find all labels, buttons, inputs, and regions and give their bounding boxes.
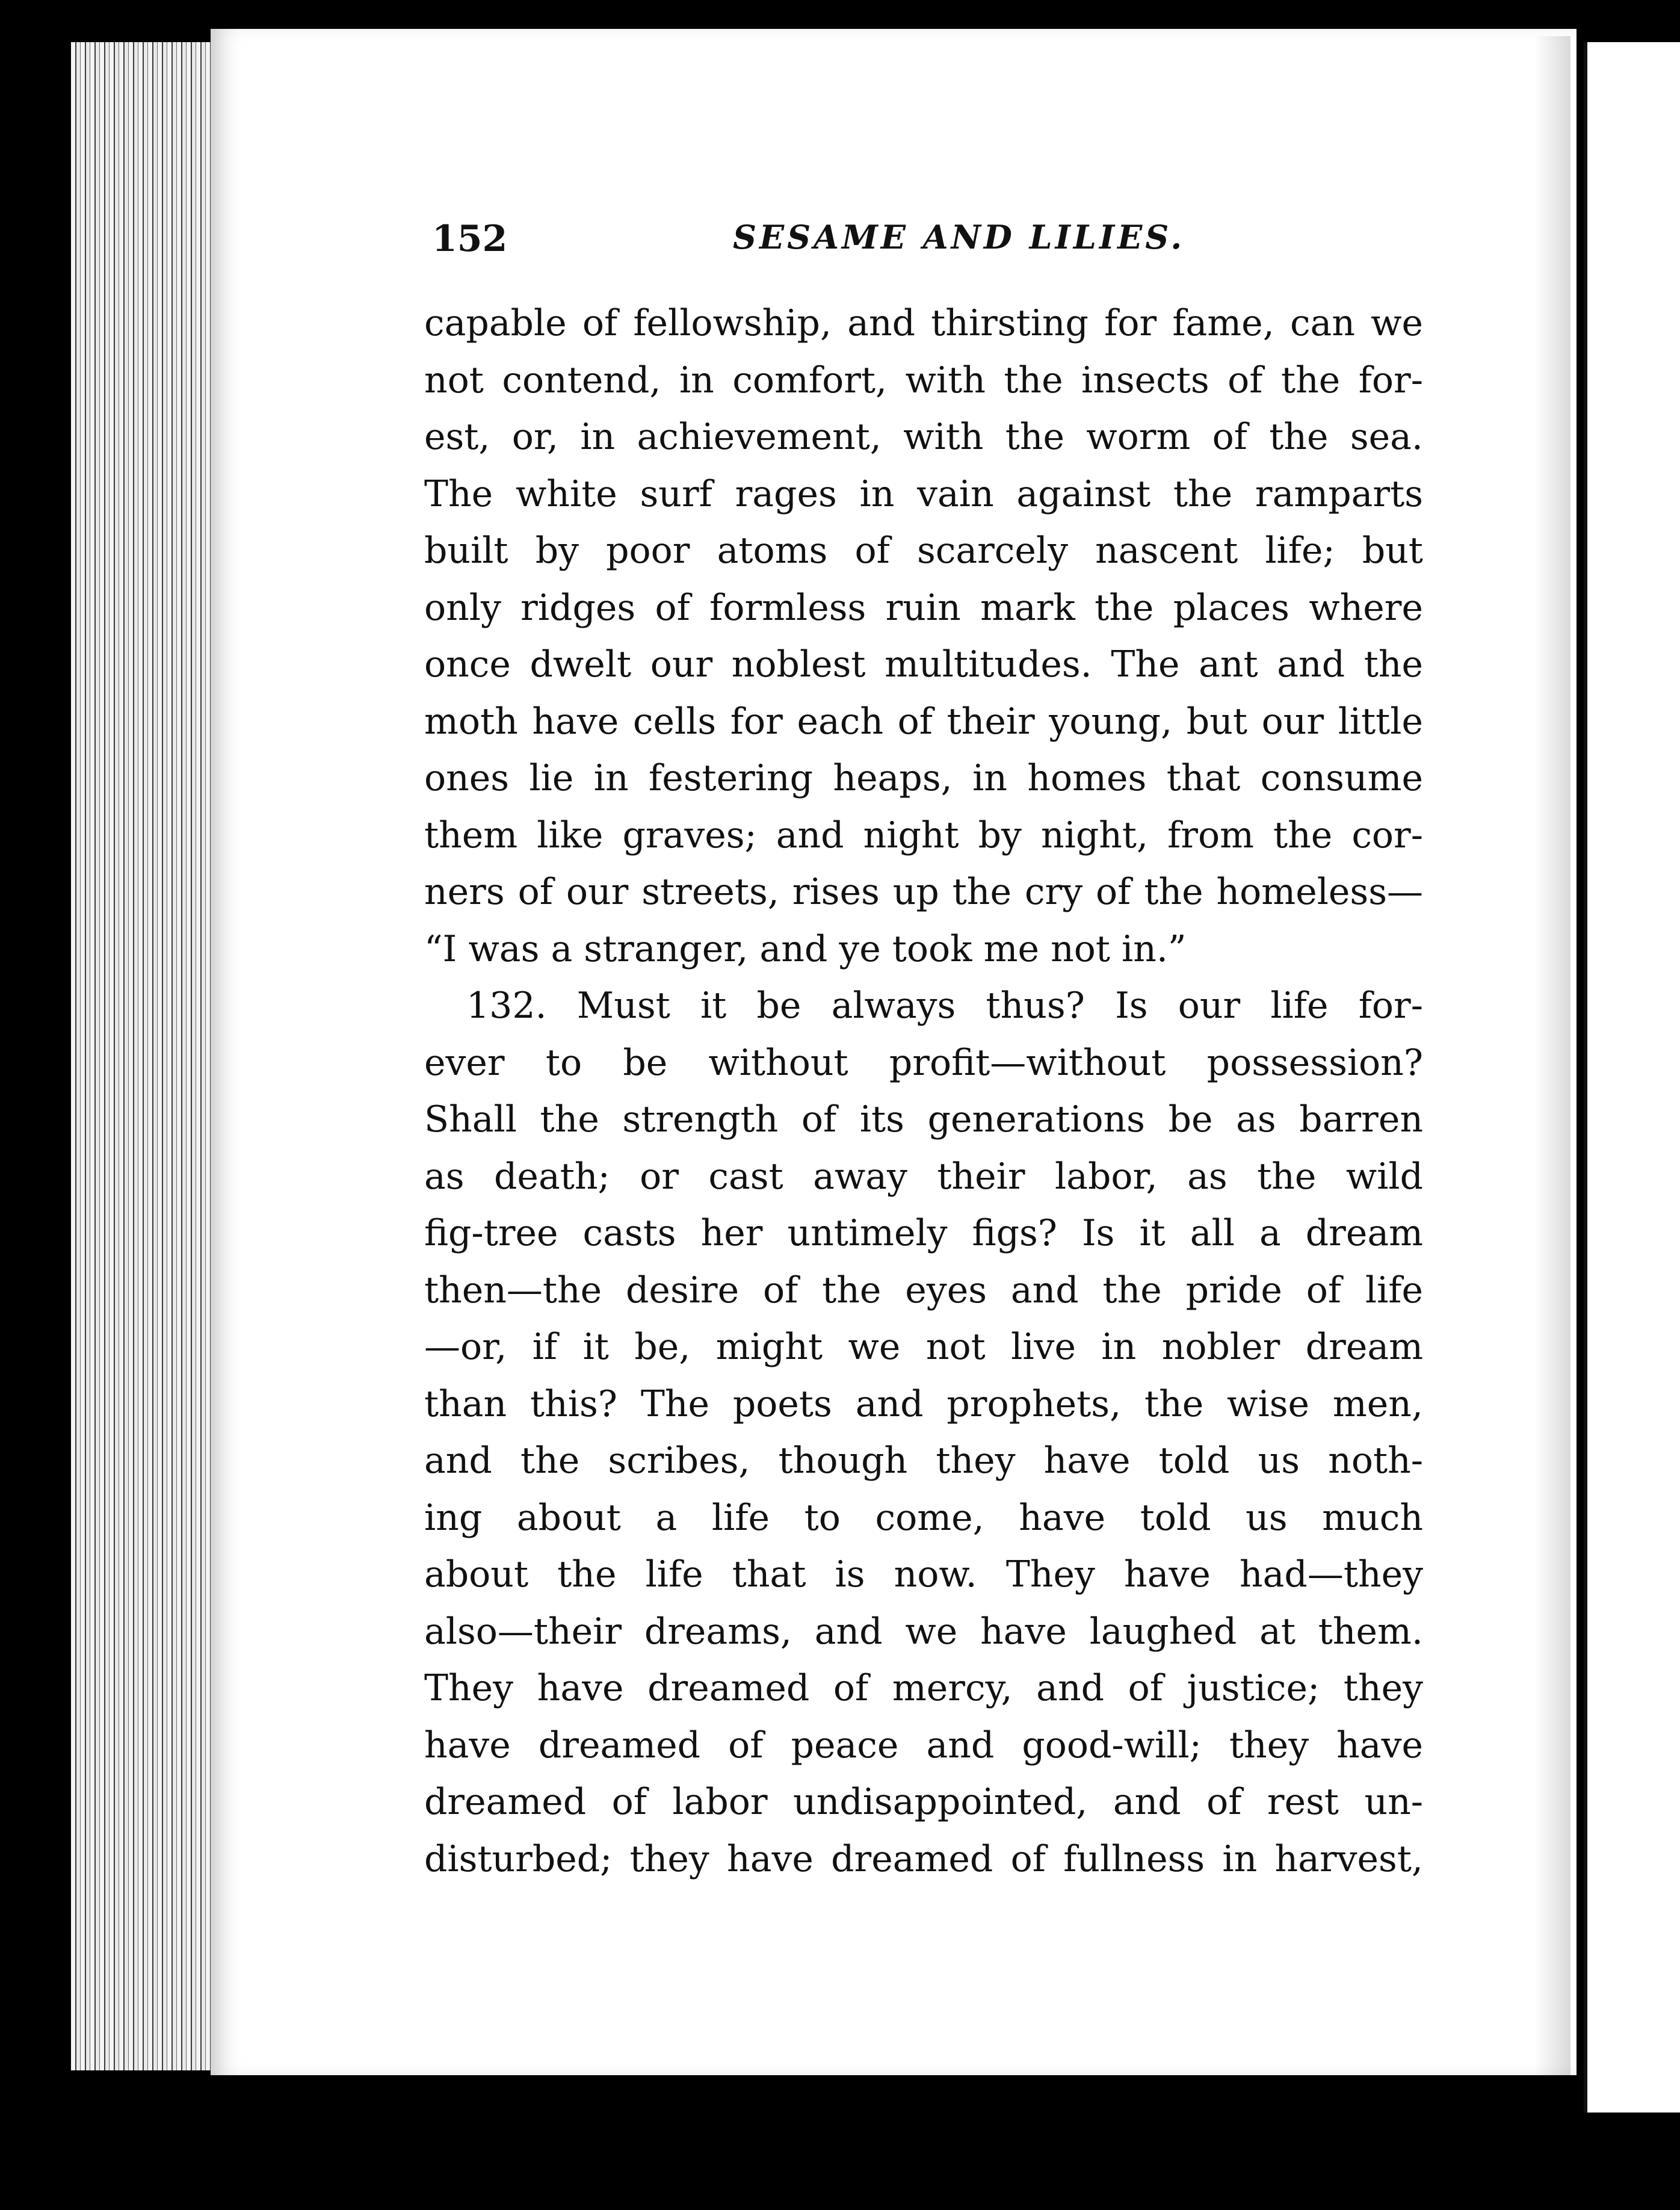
text-line: —or, if it be, might we not live in nobler dream [424, 1326, 1423, 1368]
running-title: SESAME AND LILIES. [733, 218, 1185, 256]
text-line: then—the desire of the eyes and the pride of life [424, 1269, 1423, 1311]
page-number: 152 [432, 218, 508, 260]
text-line: as death; or cast away their labor, as the wild [424, 1155, 1423, 1198]
text-line: ing about a life to come, have told us much [424, 1496, 1423, 1539]
text-line: They have dreamed of mercy, and of justice; they [424, 1667, 1423, 1709]
text-line: Shall the strength of its generations be as barren [424, 1098, 1423, 1141]
text-line: “I was a stranger, and ye took me not in.” [424, 927, 1187, 970]
text-line: The white surf rages in vain against the ramparts [424, 472, 1423, 515]
text-line: capable of fellowship, and thirsting for fame, can we [424, 302, 1423, 344]
page-header [432, 218, 1420, 266]
text-line: about the life that is now. They have had—they [424, 1553, 1423, 1596]
paragraph-start-line: 132. Must it be always thus? Is our life for- [466, 985, 1423, 1027]
text-line: them like graves; and night by night, from the cor- [424, 814, 1423, 856]
text-line: est, or, in achievement, with the worm of the sea. [424, 416, 1423, 458]
book-page-edges [71, 42, 221, 2070]
text-line: disturbed; they have dreamed of fullness in harvest, [424, 1837, 1423, 1880]
text-line: built by poor atoms of scarcely nascent life; but [424, 530, 1423, 572]
text-line: not contend, in comfort, with the insects of the for- [424, 359, 1423, 401]
text-line: ners of our streets, rises up the cry of the homeless— [424, 871, 1423, 913]
body-text [424, 295, 1423, 1887]
text-line: ever to be without profit—without possession? [424, 1041, 1423, 1084]
page-gutter-shadow [1534, 36, 1570, 2082]
text-line: once dwelt our noblest multitudes. The ant and the [424, 643, 1423, 686]
text-line: fig-tree casts her untimely figs? Is it all a dream [424, 1212, 1423, 1254]
facing-page-edge [1584, 42, 1680, 2112]
text-line: also—their dreams, and we have laughed at them. [424, 1610, 1423, 1653]
text-line: have dreamed of peace and good-will; they have [424, 1724, 1423, 1766]
text-line: only ridges of formless ruin mark the places where [424, 586, 1423, 629]
text-line: than this? The poets and prophets, the wise men, [424, 1382, 1423, 1425]
text-line: dreamed of labor undisappointed, and of rest un- [424, 1781, 1423, 1823]
text-line: moth have cells for each of their young, but our little [424, 700, 1423, 743]
text-line: ones lie in festering heaps, in homes that consume [424, 757, 1423, 799]
text-line: and the scribes, though they have told us noth- [424, 1440, 1423, 1482]
